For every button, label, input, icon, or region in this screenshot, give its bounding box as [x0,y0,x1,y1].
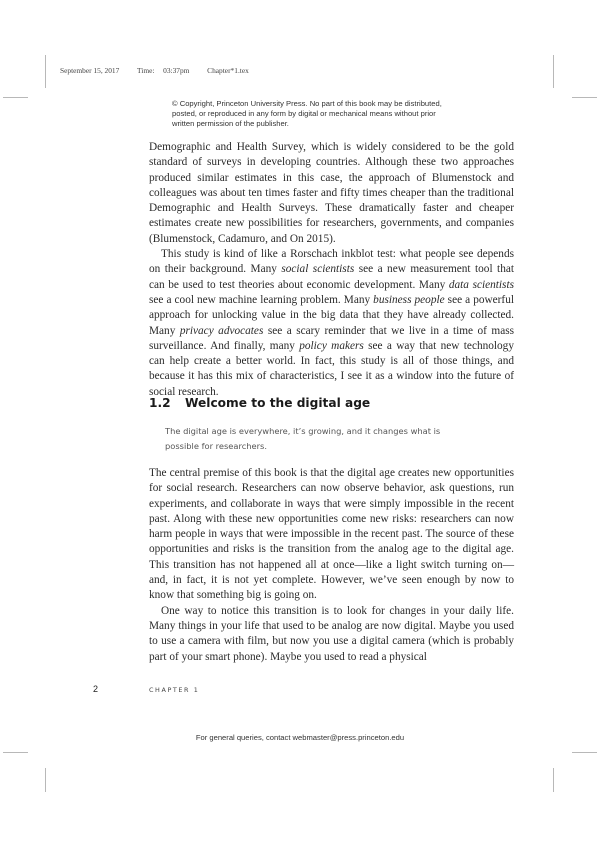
crop-mark-right-bottom [572,752,597,753]
crop-mark-top-right [553,55,554,88]
slug-date: September 15, 2017 [60,66,120,75]
running-head: CHAPTER 1 [149,686,200,694]
paragraph-2 [149,247,514,400]
crop-mark-bottom-left [45,768,46,792]
slug-file: Chapter*1.tex [207,66,249,75]
text-run: The central premise of this book is that the digital age creates new opportunities for social research. Researchers can now observe behavior, ask questions, run experiments, and collaborate in ways that were simply impossible in the recent past. Along with these new opportunities come new risks: researchers can now harm people in ways that were impossible in the recent past. The source of these opportunities and risks is the transition from the analog age to the digital age. This transition has not happened all at once—like a light switch turning on—and, in fact, it is not yet complete. However, we’ve seen enough by now to know that something big is going on. [149,467,514,602]
footer-contact-note: For general queries, contact webmaster@press.princeton.edu [195,733,405,742]
emphasized-text: policy makers [299,339,364,352]
copyright-notice: © Copyright, Princeton University Press. No part of this book may be distributed, posted, or reproduced in any form by digital or mechanical means without prior written permission of the publisher. [172,99,442,129]
section-heading [149,396,370,410]
paragraph-4 [149,604,514,665]
body-text-top [149,140,514,400]
slug-time-label: Time: [137,66,155,75]
text-run: Demographic and Health Survey, which is widely considered to be the gold standard of surveys in developing countries. Although these two approaches produced similar estimates in this case, the approach of Blumenstock and colleagues was about ten times faster and fifty times cheaper than the traditional Demographic and Health Surveys. These dramatically faster and cheaper estimates create new possibilities for researchers, governments, and companies (Blumenstock, Cadamuro, and On 2015). [149,141,514,245]
paragraph-1 [149,140,514,247]
body-text-bottom [149,466,514,665]
text-run: see a cool new machine learning problem. Many [149,293,374,306]
text-run: see a new measurement tool that can be used to test theories about economic development. Many [149,263,514,291]
crop-mark-left-bottom [3,752,28,753]
text-run: see a scary reminder that we live in a time of mass surveillance. And finally, many [149,324,515,352]
crop-mark-bottom-right [553,768,554,792]
emphasized-text: business people [373,293,445,306]
slug-time-value: 03:37pm [163,66,190,75]
text-run: see a way that new technology can help create a better world. In fact, this study is all of those things, and because it has this mix of characteristics, I see it as a window into the future of social research. [149,339,514,398]
crop-mark-left-top [3,97,28,98]
emphasized-text: privacy advocates [179,324,264,337]
paragraph-3 [149,466,514,604]
crop-mark-top-left [45,55,46,88]
crop-mark-right-top [572,97,597,98]
emphasized-text: data scientists [448,278,514,291]
page-number: 2 [93,684,99,694]
text-run: One way to notice this transition is to look for changes in your daily life. Many things in your life that used to be analog are now digital. Maybe you used to use a camera with film, but now you use a digital camera (which is probably part of your smart phone). Maybe you used to read a physical [149,604,514,663]
section-epigraph: The digital age is everywhere, it’s growing, and it changes what is possible for researchers. [165,426,441,451]
print-slug [60,66,249,75]
text-run: see a powerful approach for unlocking value in the big data that they have already collected. Many [149,293,514,337]
emphasized-text: social scientists [281,263,355,276]
section-title: Welcome to the digital age [185,396,371,410]
text-run: This study is kind of like a Rorschach inkblot test: what people see depends on their background. Many [149,248,514,276]
section-number: 1.2 [149,396,171,410]
